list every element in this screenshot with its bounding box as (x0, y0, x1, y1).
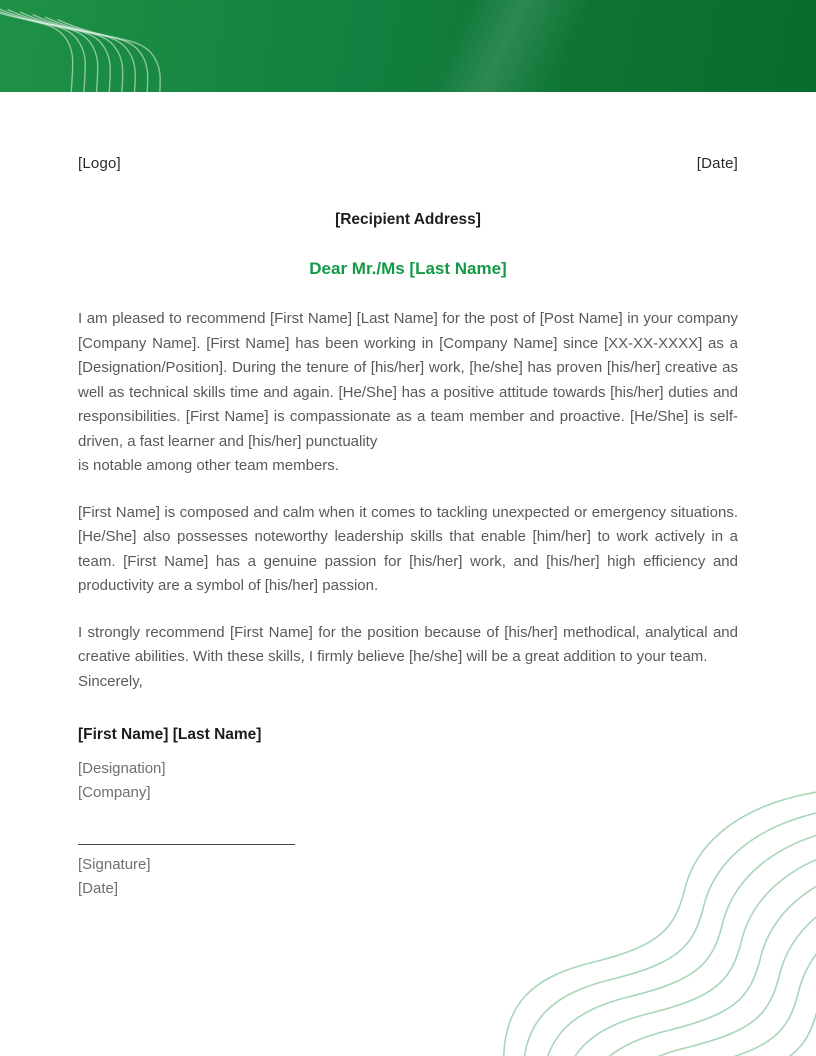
salutation: Dear Mr./Ms [Last Name] (309, 259, 507, 278)
paragraph-3: I strongly recommend [First Name] for the position because of [his/her] methodical, analytical and creative abilities. With these skills, I firmly believe [he/she] will be a great addition to your team. (78, 623, 738, 665)
header-wave-decoration-icon (0, 0, 210, 92)
letter-paragraphs (78, 307, 738, 694)
signature-line (78, 844, 295, 845)
sender-company: [Company] (78, 784, 151, 801)
closing-salutation: Sincerely, (78, 672, 143, 690)
sender-designation: [Designation] (78, 760, 166, 777)
signature-placeholder: [Signature] (78, 856, 151, 873)
logo-date-row (78, 154, 738, 174)
date-placeholder: [Date] (696, 155, 738, 172)
paragraph-2: [First Name] is composed and calm when it comes to tackling unexpected or emergency situations. [He/She] also possesses noteworthy leadership skills that enable [him/her] to work actively in a team. [First Name] has a genuine passion for [his/her] work, and [his/her] high efficiency and productivity are a symbol of [his/her] passion. (78, 503, 738, 594)
paragraph-1: I am pleased to recommend [First Name] [Last Name] for the post of [Post Name] in your company [Company Name]. [First Name] has been working in [Company Name] since [XX-XX-XXXX] as a [Designation/Position]. During the tenure of [his/her] work, [he/she] has proven [his/her] creative as well as technical skills time and again. [He/She] has a positive attitude towards [his/her] duties and responsibilities. [First Name] is compassionate as a team member and proactive. [He/She] is self-driven, a fast learner and [his/her] punctuality (78, 310, 738, 450)
paragraph-1-continued: is notable among other team members. (78, 457, 339, 474)
header-band (0, 0, 816, 92)
signature-date-placeholder: [Date] (78, 880, 119, 897)
sender-name: [First Name] [Last Name] (78, 726, 262, 743)
corner-wave-decoration-icon (486, 756, 816, 1056)
logo-placeholder: [Logo] (78, 155, 121, 172)
recipient-address: [Recipient Address] (335, 211, 481, 228)
